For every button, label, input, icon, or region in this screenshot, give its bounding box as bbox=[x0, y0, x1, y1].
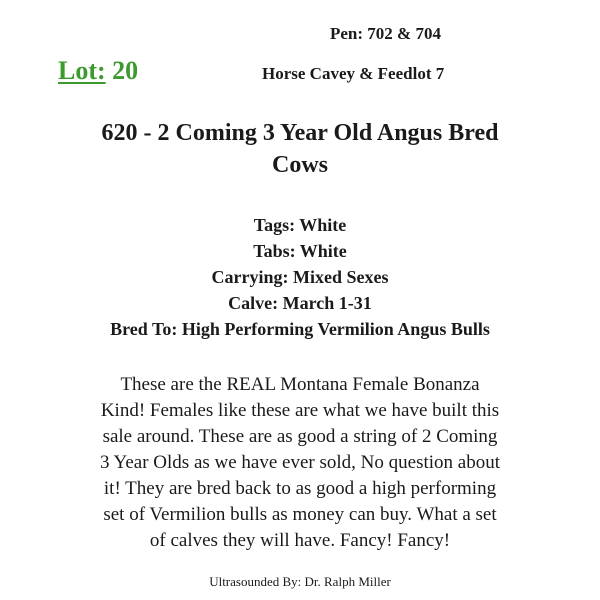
lot-description bbox=[40, 372, 560, 554]
detail-carrying: Carrying: Mixed Sexes bbox=[211, 267, 389, 287]
description-line: 3 Year Olds as we have ever sold, No question about bbox=[100, 452, 500, 473]
detail-bred-to: Bred To: High Performing Vermilion Angus Bulls bbox=[110, 319, 490, 339]
lot-title-line: 620 - 2 Coming 3 Year Old Angus Bred bbox=[101, 120, 499, 146]
lot-label: Lot: bbox=[58, 56, 106, 85]
detail-tabs: Tabs: White bbox=[253, 241, 347, 261]
detail-tags: Tags: White bbox=[253, 215, 347, 235]
description-line: Kind! Females like these are what we have built this bbox=[100, 400, 500, 421]
detail-calve: Calve: March 1-31 bbox=[228, 293, 372, 313]
description-line: These are the REAL Montana Female Bonanza bbox=[120, 374, 480, 395]
lot-title bbox=[40, 117, 560, 181]
description-line: set of Vermilion bulls as money can buy. What a set bbox=[103, 504, 497, 525]
description-line: it! They are bred back to as good a high performing bbox=[103, 478, 497, 499]
pen-number: Pen: 702 & 704 bbox=[330, 24, 441, 43]
lot-number: 20 bbox=[112, 56, 139, 85]
description-line: of calves they will have. Fancy! Fancy! bbox=[149, 530, 451, 551]
ultrasound-credit: Ultrasounded By: Dr. Ralph Miller bbox=[209, 574, 391, 589]
lot-heading bbox=[58, 56, 138, 86]
lot-title-line: Cows bbox=[271, 152, 328, 178]
description-line: sale around. These are as good a string of 2 Coming bbox=[102, 426, 498, 447]
seller-name: Horse Cavey & Feedlot 7 bbox=[262, 64, 445, 83]
cattle-details bbox=[20, 212, 580, 342]
